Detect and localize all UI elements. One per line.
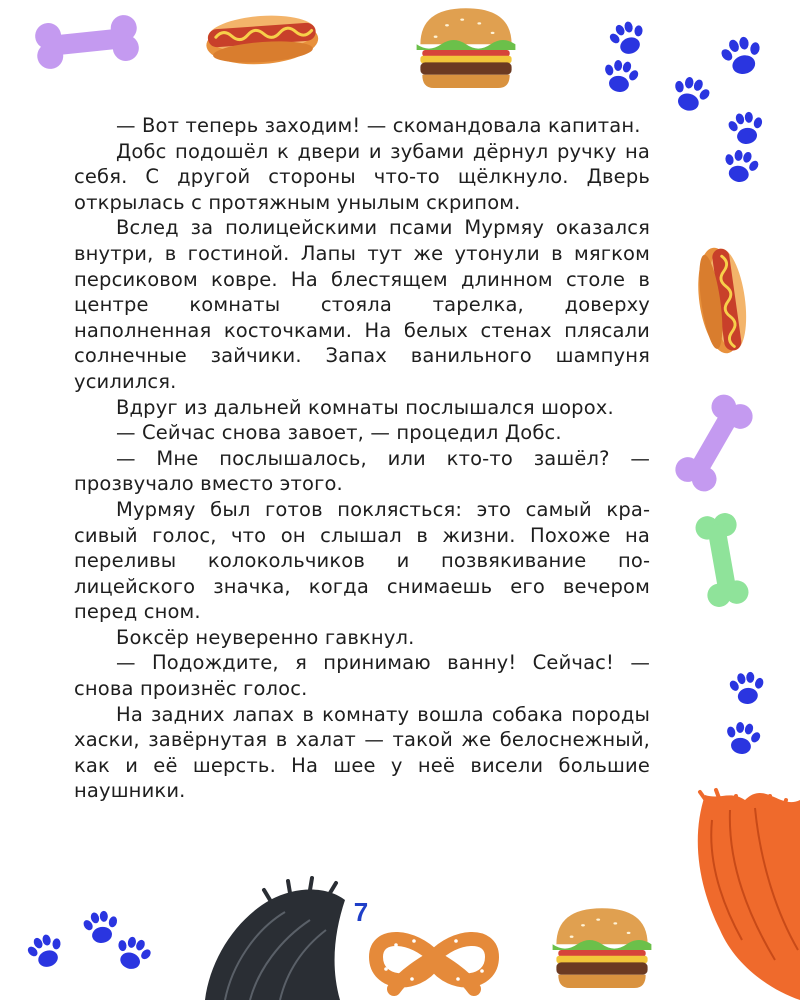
paw-print-icon	[111, 932, 156, 974]
burger-icon	[417, 8, 516, 88]
paragraph: — Подождите, я принимаю ванну! Сейчас! — снова произнёс голос.	[74, 651, 650, 701]
paw-print-icon	[717, 32, 768, 79]
paragraph: Вдруг из дальней комнаты послышался шорох.	[116, 395, 614, 419]
paragraph: Вслед за полицейскими псами Мурмяу оказался внутри, в гостиной. Лапы тут же утонули в мягком персиковом ковре. На блестящем длинном столе в центре комнаты стояла тарелка, доверху наполненная косточками. На белых стенах плясали солнечные зайчики. Запах ванильного шампуня усилился.	[74, 216, 650, 393]
black-tail-icon	[205, 878, 345, 1000]
paragraph: — Вот теперь заходим! — скомандовала капитан.	[116, 114, 641, 137]
paragraph: — Сейчас снова завоет, — процедил Добс.	[116, 421, 562, 445]
hotdog-icon	[692, 244, 752, 356]
paw-print-icon	[605, 17, 651, 60]
paragraph: Мурмяу был готов поклясться: это самый красивый голос, что он слышал в жизни. Похоже на переливы колокольчиков и позвякивание полицейского значка, когда снимаешь его вечером перед сном.	[74, 497, 650, 624]
burger-icon	[553, 908, 652, 988]
hotdog-icon	[205, 12, 320, 68]
paw-print-icon	[600, 57, 642, 95]
paragraph: — Мне послышалось, или кто-то зашёл? — прозвучало вместо этого.	[74, 446, 650, 496]
story-text	[74, 113, 650, 804]
paragraph: Добс подошёл к двери и зубами дёрнул ручку на себя. С другой стороны что-то щёлкнуло. Дверь открылась с протяжным унылым скрипом.	[74, 139, 650, 214]
paragraph: Боксёр неуверенно гавкнул.	[116, 625, 415, 649]
bone-icon	[671, 390, 757, 496]
paragraph: На задних лапах в комнату вошла собака породы хаски, завёрнутая в халат — такой же белоснежный, как и её шерсть. На шее у неё висели большие наушники.	[74, 702, 650, 803]
paw-print-icon	[725, 109, 767, 147]
bone-icon	[694, 511, 751, 609]
pretzel-icon	[376, 939, 492, 989]
paw-print-icon	[668, 73, 714, 115]
paw-print-icon	[727, 670, 768, 707]
page-number: 7	[353, 897, 369, 927]
paw-print-icon	[720, 147, 763, 186]
orange-tail-icon	[698, 790, 800, 1000]
paw-print-icon	[80, 908, 122, 946]
paw-print-icon	[722, 719, 764, 757]
bone-icon	[34, 14, 140, 70]
paw-print-icon	[23, 930, 69, 973]
